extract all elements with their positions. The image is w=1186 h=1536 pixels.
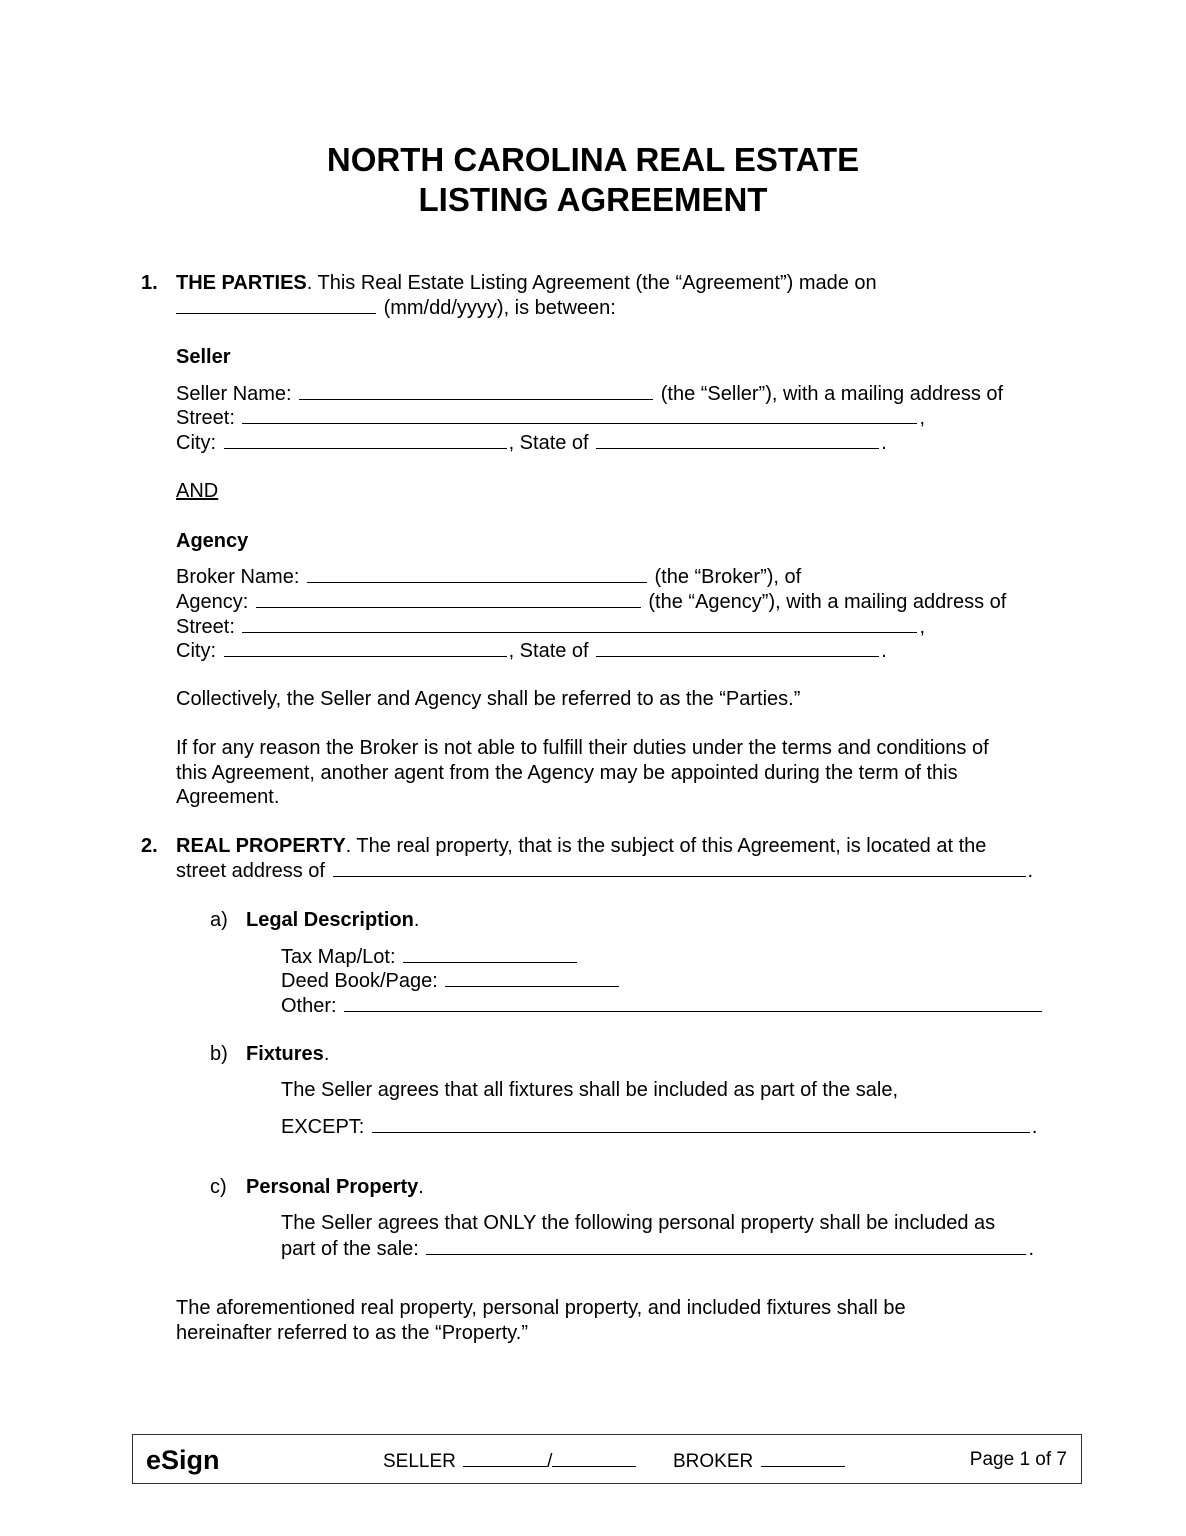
agency-name-field[interactable]: [256, 589, 641, 608]
agency-street-line: Street: ,: [176, 616, 926, 638]
title-line-2: LISTING AGREEMENT: [418, 181, 768, 218]
page-footer: [132, 1434, 1082, 1484]
property-address-line: street address of .: [176, 860, 1034, 882]
subsection-a-marker: a): [210, 909, 228, 931]
section-2-number: 2.: [141, 835, 158, 857]
document-title: [0, 140, 1186, 220]
seller-city-line: City: , State of .: [176, 432, 887, 454]
other-line: Other:: [281, 993, 1044, 1018]
subsection-c-marker: c): [210, 1176, 227, 1198]
seller-name-field[interactable]: [299, 381, 653, 400]
deed-book-field[interactable]: [445, 968, 619, 987]
section-1-intro: THE PARTIES. This Real Estate Listing Agreement (the “Agreement”) made on: [176, 272, 877, 294]
agency-heading: Agency: [176, 530, 249, 552]
property-definition-line-1: The aforementioned real property, personal property, and included fixtures shall be: [176, 1297, 906, 1319]
other-field[interactable]: [344, 993, 1042, 1012]
seller-street-field[interactable]: [242, 405, 917, 424]
section-2-intro: REAL PROPERTY. The real property, that is the subject of this Agreement, is located at the: [176, 835, 987, 857]
fixtures-except-field[interactable]: [372, 1114, 1030, 1133]
reassign-line-3: Agreement.: [176, 786, 280, 808]
subsection-c-heading: Personal Property.: [246, 1176, 424, 1198]
agency-city-field[interactable]: [224, 638, 507, 657]
property-address-field[interactable]: [333, 858, 1026, 877]
broker-name-line: Broker Name: (the “Broker”), of: [176, 566, 802, 588]
subsection-b-heading: Fixtures.: [246, 1043, 330, 1065]
subsection-a-heading: Legal Description.: [246, 909, 420, 931]
agreement-date-line: (mm/dd/yyyy), is between:: [176, 295, 616, 320]
agency-city-line: City: , State of .: [176, 640, 887, 662]
collectively-paragraph: Collectively, the Seller and Agency shall be referred to as the “Parties.”: [176, 688, 801, 710]
subsection-b-marker: b): [210, 1043, 228, 1065]
seller-street-line: Street: ,: [176, 407, 926, 429]
seller-state-field[interactable]: [596, 430, 879, 449]
seller-initials: SELLER /: [383, 1448, 638, 1474]
personal-property-sale-line: part of the sale: .: [281, 1238, 1034, 1260]
seller-name-line: Seller Name: (the “Seller”), with a mailing address of: [176, 383, 1004, 405]
broker-name-field[interactable]: [307, 564, 647, 583]
seller-heading: Seller: [176, 346, 231, 368]
and-label: AND: [176, 480, 219, 502]
agreement-date-field[interactable]: [176, 295, 376, 314]
title-line-1: NORTH CAROLINA REAL ESTATE: [326, 141, 860, 178]
broker-initials: BROKER: [673, 1448, 847, 1474]
reassign-line-2: this Agreement, another agent from the Agency may be appointed during the term of this: [176, 762, 958, 784]
personal-property-field[interactable]: [426, 1236, 1026, 1255]
except-line: EXCEPT: .: [281, 1116, 1038, 1138]
property-definition-line-2: hereinafter referred to as the “Property.”: [176, 1322, 529, 1344]
fixtures-text: The Seller agrees that all fixtures shall be included as part of the sale,: [281, 1079, 899, 1101]
seller-city-field[interactable]: [224, 430, 507, 449]
tax-map-field[interactable]: [403, 944, 577, 963]
seller-initials-field-1[interactable]: [463, 1448, 547, 1467]
agency-name-line: Agency: (the “Agency”), with a mailing address of: [176, 591, 1007, 613]
agency-street-field[interactable]: [242, 614, 917, 633]
section-1-number: 1.: [141, 272, 158, 294]
page-number: Page 1 of 7: [969, 1449, 1067, 1470]
tax-map-line: Tax Map/Lot:: [281, 944, 579, 969]
seller-initials-field-2[interactable]: [552, 1448, 636, 1467]
personal-property-text: The Seller agrees that ONLY the following personal property shall be included as: [281, 1212, 996, 1234]
esign-logo: eSign: [146, 1445, 220, 1475]
agency-state-field[interactable]: [596, 638, 879, 657]
section-1-heading: THE PARTIES: [176, 272, 307, 294]
section-2-heading: REAL PROPERTY: [176, 835, 346, 857]
deed-book-line: Deed Book/Page:: [281, 968, 621, 993]
reassign-line-1: If for any reason the Broker is not able to fulfill their duties under the terms and conditions of: [176, 737, 989, 759]
broker-initials-field[interactable]: [761, 1448, 845, 1467]
